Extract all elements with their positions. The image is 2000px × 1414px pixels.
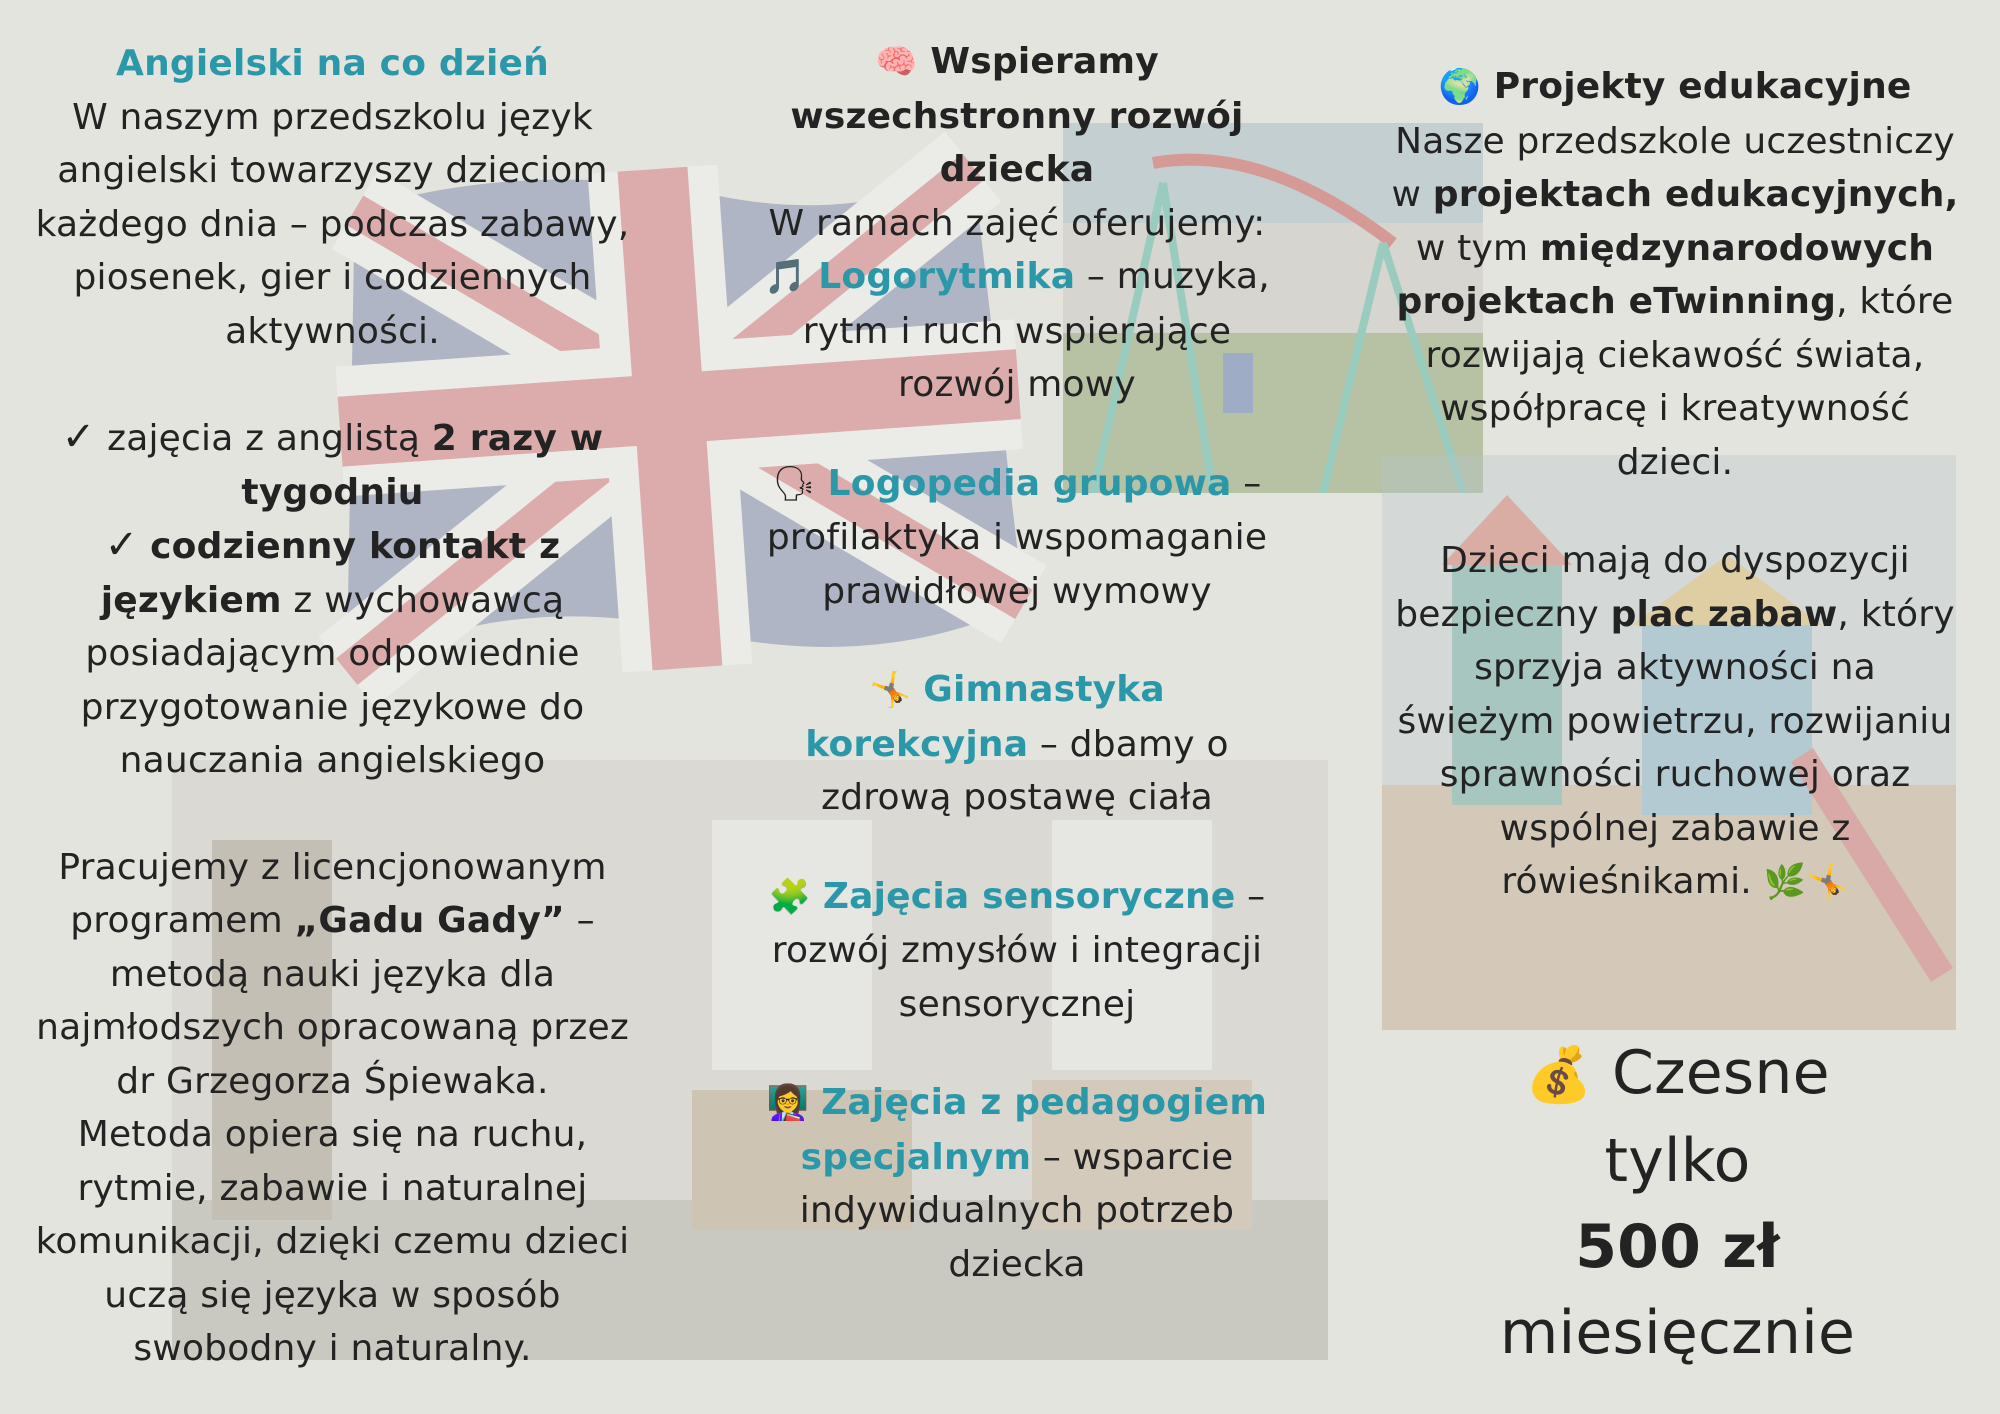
activity-item: 🎵 Logorytmika – muzyka, rytm i ruch wspierające rozwój mowy [752,250,1282,412]
tuition-line-4: miesięcznie [1499,1298,1856,1368]
english-heading: Angielski na co dzień [116,43,549,84]
music-note-icon: 🎵 [764,257,807,297]
check-icon: ✓ [61,414,96,460]
herb-gymnast-icon: 🌿🤸 [1763,862,1849,902]
check-icon: ✓ [104,522,139,568]
gymnast-icon: 🤸 [869,670,912,710]
check-item-1: ✓ zajęcia z anglistą 2 razy w tygodniu [61,414,604,513]
projects-section [1390,60,1960,910]
money-bag-icon: 💰 [1525,1043,1593,1106]
teacher-icon: 👩‍🏫 [766,1083,810,1123]
program-paragraph: Pracujemy z licencjonowanym programem „Gadu Gady” – metodą nauki języka dla najmłodszych opracowaną przez dr Grzegorza Śpiewaka. [36,846,629,1102]
tuition-line-1: 💰 Czesne [1400,1030,1955,1118]
projects-heading: 🌍 Projekty edukacyjne [1390,60,1960,115]
tuition-line-2: tylko [1604,1126,1751,1196]
playground-paragraph: Dzieci mają do dyspozycji bezpieczny plac zabaw, który sprzyja aktywności na świeżym powietrzu, rozwijaniu sprawności ruchowej oraz wspólnej zabawie z rówieśnikami. 🌿🤸 [1390,534,1960,910]
tuition-amount: 500 zł [1575,1212,1780,1282]
speaking-head-icon: 🗣 [772,463,816,504]
brain-icon: 🧠 [875,42,918,82]
activity-item: 🤸 Gimnastyka korekcyjna – dbamy o zdrową postawę ciała [752,663,1282,825]
activity-item: 🗣 Logopedia grupowa – profilaktyka i wspomaganie prawidłowej wymowy [752,457,1282,619]
puzzle-icon: 🧩 [768,876,812,917]
check-item-2: ✓ codzienny kontakt z językiem z wychowawcą posiadającym odpowiednie przygotowanie językowe do nauczania angielskiego [80,522,585,781]
development-section [752,35,1282,1291]
activity-item: 👩‍🏫 Zajęcia z pedagogiem specjalnym – wsparcie indywidualnych potrzeb dziecka [752,1076,1282,1291]
development-heading: 🧠 Wspieramy wszechstronny rozwój dziecka [752,35,1282,197]
development-intro: W ramach zajęć oferujemy: [768,202,1266,244]
activity-item: 🧩 Zajęcia sensoryczne – rozwój zmysłów i integracji sensorycznej [752,870,1282,1032]
english-section [20,37,645,1376]
projects-paragraph: Nasze przedszkole uczestniczy w projektach edukacyjnych, w tym międzynarodowych projektach eTwinning, które rozwijają ciekawość świata, współpracę i kreatywność dzieci. [1391,120,1959,483]
method-paragraph: Metoda opiera się na ruchu, rytmie, zabawie i naturalnej komunikacji, dzięki czemu dzieci uczą się języka w sposób swobodny i naturalny. [35,1114,630,1369]
tuition-section [1400,1030,1955,1376]
english-intro: W naszym przedszkolu język angielski towarzyszy dzieciom każdego dnia – podczas zabawy, piosenek, gier i codziennych aktywności. [35,96,630,352]
globe-icon: 🌍 [1438,67,1481,107]
